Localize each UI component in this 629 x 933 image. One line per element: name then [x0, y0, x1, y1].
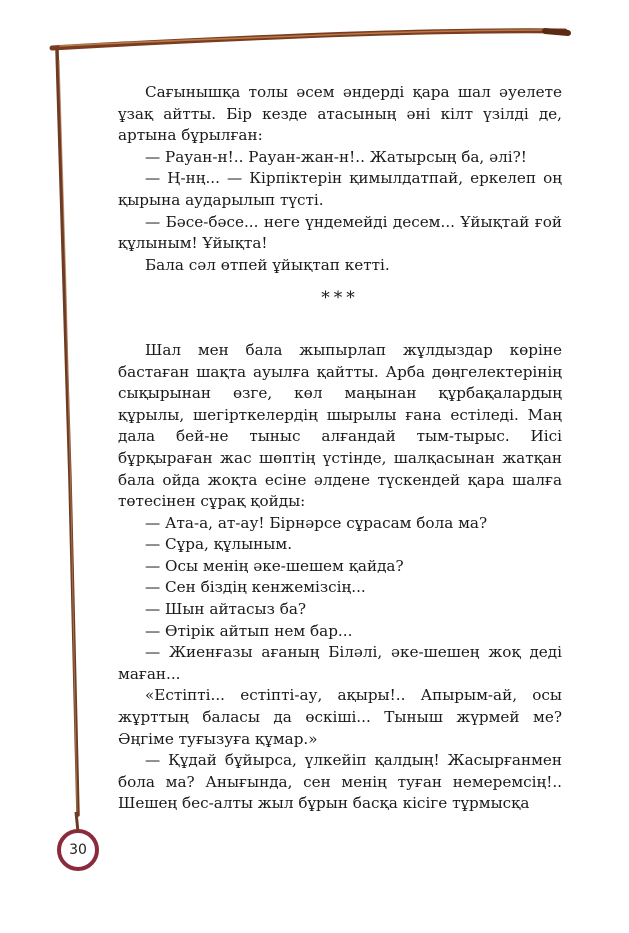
inner-thought: «Естіпті... естіпті-ау, ақыры!.. Апырым-ай, осы жұрттың баласы да өскіші... Тыныш жүрмей ме? Әңгіме туғызуға құмар.»	[118, 686, 562, 748]
dialogue-line: — Бәсе-бәсе... неге үндемейді десем... Ұйықтай ғой құлыным! Ұйықта!	[118, 212, 562, 253]
dialogue-line: — Жиенғазы ағаның Біләлі, әке-шешең жоқ деді маған...	[118, 643, 562, 683]
dialogue-line: — Құдай бұйырса, үлкейіп қалдың! Жасырғанмен бола ма? Анығында, сен менің туған немеремсің!.. Шешең бес-алты жыл бұрын басқа кісіге тұрмысқа	[118, 751, 562, 813]
main-text	[118, 82, 562, 815]
dialogue-line: — Шын айтасыз ба?	[145, 600, 307, 619]
paragraph: Бала сәл өтпей ұйықтап кетті.	[145, 255, 390, 274]
dialogue-line: — Ата-а, ат-ау! Бірнәрсе сұрасам бола ма?	[145, 513, 488, 532]
section-separator: ***	[321, 288, 359, 309]
dialogue-line: — Рауан-н!.. Рауан-жан-н!.. Жатырсың ба, әлі?!	[145, 147, 527, 166]
dialogue-line: — Сұра, құлыным.	[145, 535, 293, 554]
top-stick	[52, 31, 565, 48]
dialogue-line: — Сен біздің кенжемізсің...	[145, 578, 366, 597]
paragraph: Шал мен бала жыпырлап жұлдыздар көріне бастаған шақта ауылға қайтты. Арба дөңгелектерінің сықырынан өзге, көл маңынан құрбақалардың құрылы, шегірткелердің шырылы ғана естіледі. Маң дала бей-не тыныс алғандай тым-тырыс. Иісі бұрқыраған жас шөптің үстінде, шалқасынан жатқан бала ойда жоқта есіне әлдене түскендей қара шалға төтесінен сұрақ қойды:	[118, 340, 562, 511]
page-number: 30	[69, 842, 87, 858]
dialogue-line: — Өтірік айтып нем бар...	[145, 621, 353, 640]
dialogue-line: — Осы менің әке-шешем қайда?	[145, 556, 404, 575]
paragraph: Сағынышқа толы әсем әндерді қара шал әуелете ұзақ айтты. Бір кезде атасының әні кілт үзілді де, артына бұрылған:	[118, 83, 562, 145]
dialogue-line: — Ң-нң... — Кірпіктерін қимылдатпай, еркелеп оң қырына аударылып түсті.	[118, 169, 562, 209]
